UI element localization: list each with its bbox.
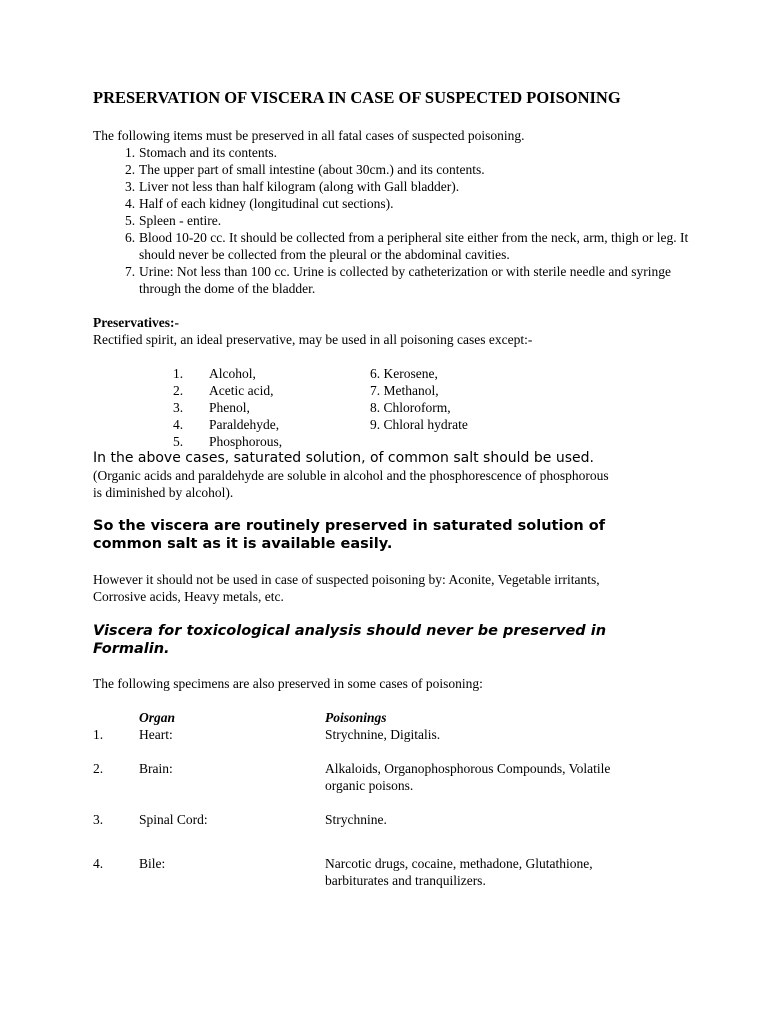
list-item: 6. Kerosene, <box>370 366 438 381</box>
document-title: PRESERVATION OF VISCERA IN CASE OF SUSPECTED POISONING <box>93 88 621 107</box>
preservatives-heading: Preservatives:- <box>93 315 179 330</box>
table-row: 1. Heart: Strychnine, Digitalis. <box>93 727 441 742</box>
salt-note: In the above cases, saturated solution, of common salt should be used. <box>93 450 594 466</box>
list-item: 9. Chloral hydrate <box>370 417 468 432</box>
salt-exclusion: However it should not be used in case of suspected poisoning by: Aconite, Vegetable irritants, Corrosive acids, Heavy metals, etc. <box>93 572 600 604</box>
routine-statement: So the viscera are routinely preserved in saturated solution of common salt as it is available easily. <box>93 518 606 552</box>
list-item: 3. Phenol, <box>173 400 250 415</box>
list-item: 5. Spleen - entire. <box>125 213 222 228</box>
preservatives-text: Rectified spirit, an ideal preservative, may be used in all poisoning cases except:- <box>93 332 533 347</box>
table-row: 2. Brain: Alkaloids, Organophosphorous Compounds, Volatile organic poisons. <box>93 761 611 793</box>
list-item: 1. Stomach and its contents. <box>125 145 277 160</box>
poisonings-header: Poisonings <box>325 710 387 725</box>
list-item: 3. Liver not less than half kilogram (along with Gall bladder). <box>125 179 460 194</box>
intro-text: The following items must be preserved in all fatal cases of suspected poisoning. <box>93 128 525 143</box>
organ-header: Organ <box>139 710 176 725</box>
list-item: 7. Methanol, <box>370 383 439 398</box>
list-item: 2. The upper part of small intestine (about 30cm.) and its contents. <box>125 162 485 177</box>
viscera-list <box>93 144 693 297</box>
list-item: 7. Urine: Not less than 100 cc. Urine is collected by catheterization or with sterile needle and syringe through the dome of the bladder. <box>125 264 671 296</box>
salt-reason: (Organic acids and paraldehyde are soluble in alcohol and the phosphorescence of phosphorous is diminished by alcohol). <box>93 468 609 500</box>
list-item: 1. Alcohol, <box>173 366 256 381</box>
specimens-table <box>93 709 693 889</box>
table-row: 4. Bile: Narcotic drugs, cocaine, methadone, Glutathione, barbiturates and tranquilizers. <box>93 856 593 888</box>
table-row: 3. Spinal Cord: Strychnine. <box>93 812 387 827</box>
list-item: 4. Paraldehyde, <box>173 417 280 432</box>
list-item: 4. Half of each kidney (longitudinal cut sections). <box>125 196 394 211</box>
list-item: 8. Chloroform, <box>370 400 451 415</box>
list-item: 5. Phosphorous, <box>173 434 283 449</box>
table-header <box>93 709 693 726</box>
specimens-intro: The following specimens are also preserved in some cases of poisoning: <box>93 676 483 691</box>
document-page <box>93 88 693 889</box>
list-item: 2. Acetic acid, <box>173 383 274 398</box>
exceptions-list <box>93 365 693 450</box>
list-item: 6. Blood 10-20 cc. It should be collected from a peripheral site either from the neck, arm, thigh or leg. It should never be collected from the pleural or the abdominal cavities. <box>125 230 689 262</box>
formalin-warning: Viscera for toxicological analysis should never be preserved in Formalin. <box>93 623 607 657</box>
